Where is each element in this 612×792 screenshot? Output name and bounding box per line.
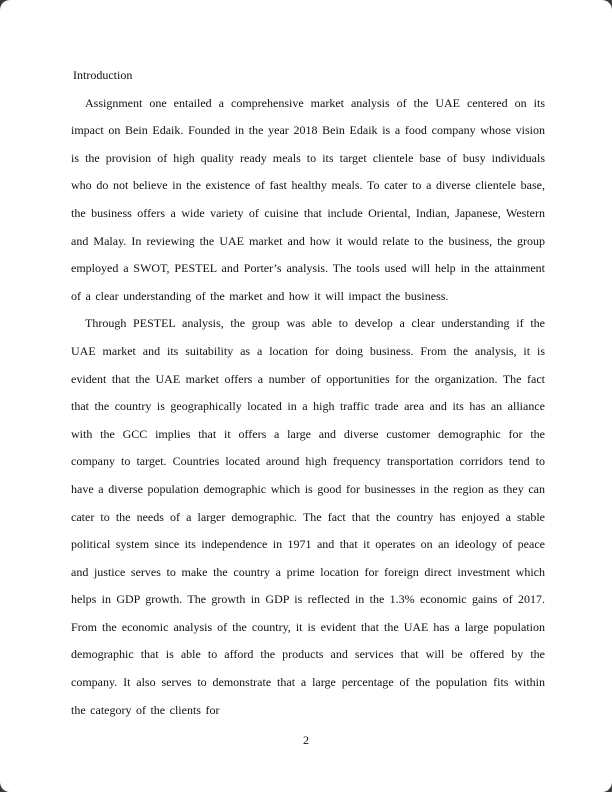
page-number: 2: [303, 733, 309, 747]
document-body: [71, 62, 545, 724]
section-heading: Introduction: [73, 68, 133, 82]
paragraph-introduction: Assignment one entailed a comprehensive market analysis of the UAE centered on its impact on Bein Edaik. Founded in the year 2018 Bein Edaik is a food company whose vision is the provision of high quality ready meals to its target clientele base of busy individuals who do not believe in the existence of fast healthy meals. To cater to a diverse clientele base, the business offers a wide variety of cuisine that include Oriental, Indian, Japanese, Western and Malay. In reviewing the UAE market and how it would relate to the business, the group employed a SWOT, PESTEL and Porter’s analysis. The tools used will help in the attainment of a clear understanding of the market and how it will impact the business.: [71, 95, 545, 303]
paragraph-pestel-analysis: Through PESTEL analysis, the group was able to develop a clear understanding if the UAE market and its suitability as a location for doing business. From the analysis, it is evident that the UAE market offers a number of opportunities for the organization. The fact that the country is geographically located in a high traffic trade area and its has an alliance with the GCC implies that it offers a large and diverse customer demographic for the company to target. Countries located around high frequency transportation corridors tend to have a diverse population demographic which is good for businesses in the region as they can cater to the needs of a larger demographic. The fact that the country has enjoyed a stable political system since its independence in 1971 and that it operates on an ideology of peace and justice serves to make the country a prime location for foreign direct investment which helps in GDP growth. The growth in GDP is reflected in the 1.3% economic gains of 2017. From the economic analysis of the country, it is evident that the UAE has a large population demographic that is able to afford the products and services that will be offered by the company. It also serves to demonstrate that a large percentage of the population fits within the category of the clients for: [71, 316, 545, 717]
